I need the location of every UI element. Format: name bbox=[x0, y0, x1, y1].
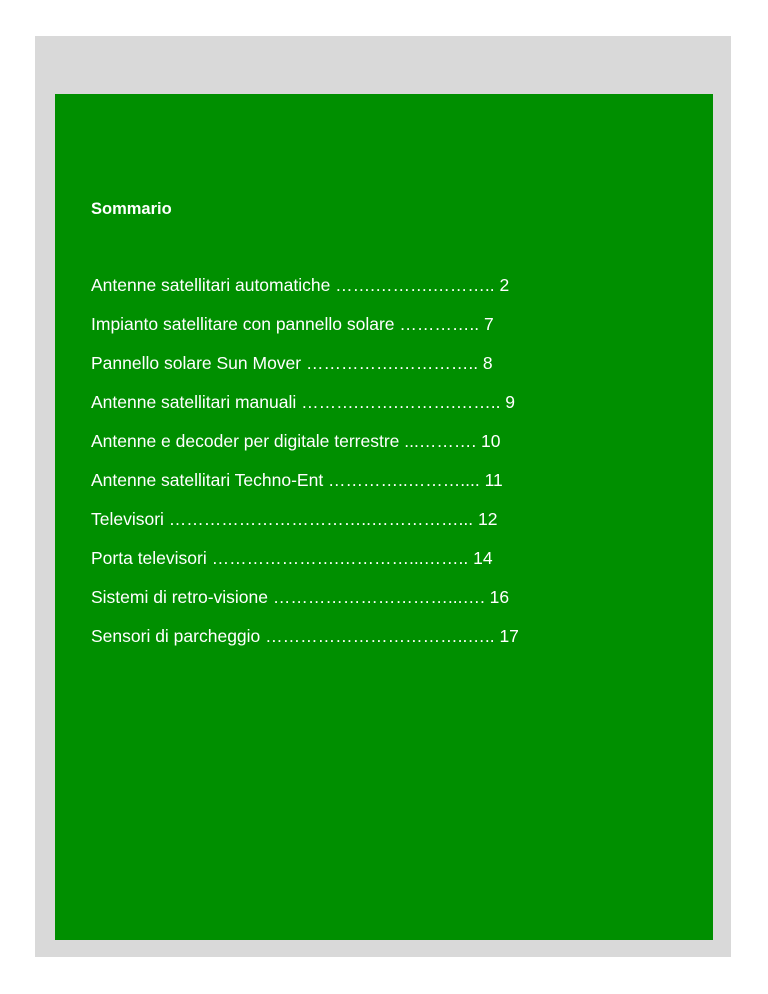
green-content-panel bbox=[55, 94, 713, 940]
toc-entry-digitale-terrestre: Antenne e decoder per digitale terrestre ...………. 10 bbox=[91, 431, 501, 451]
toc-entry-techno-ent: Antenne satellitari Techno-Ent …………..……….... 11 bbox=[91, 470, 503, 490]
toc-heading: Sommario bbox=[91, 200, 172, 218]
toc-entry-impianto-pannello-solare: Impianto satellitare con pannello solare ………….. 7 bbox=[91, 314, 494, 334]
toc-entry-sun-mover: Pannello solare Sun Mover …………….………….. 8 bbox=[91, 353, 493, 373]
toc-entry-retro-visione: Sistemi di retro-visione …………………………...…. 16 bbox=[91, 587, 510, 607]
toc-entry-porta-televisori: Porta televisori ………………….…………...…….. 14 bbox=[91, 548, 493, 568]
toc-entry-televisori: Televisori ……………………………..……………... 12 bbox=[91, 509, 498, 529]
toc-entry-antenne-automatiche: Antenne satellitari automatiche …….……….……….. 2 bbox=[91, 275, 510, 295]
toc-entry-antenne-manuali: Antenne satellitari manuali ……….…….……….…….. 9 bbox=[91, 392, 516, 412]
document-page bbox=[35, 36, 731, 957]
toc-entry-sensori-parcheggio: Sensori di parcheggio ……………………………..….. 17 bbox=[91, 626, 519, 646]
table-of-contents bbox=[91, 270, 519, 660]
